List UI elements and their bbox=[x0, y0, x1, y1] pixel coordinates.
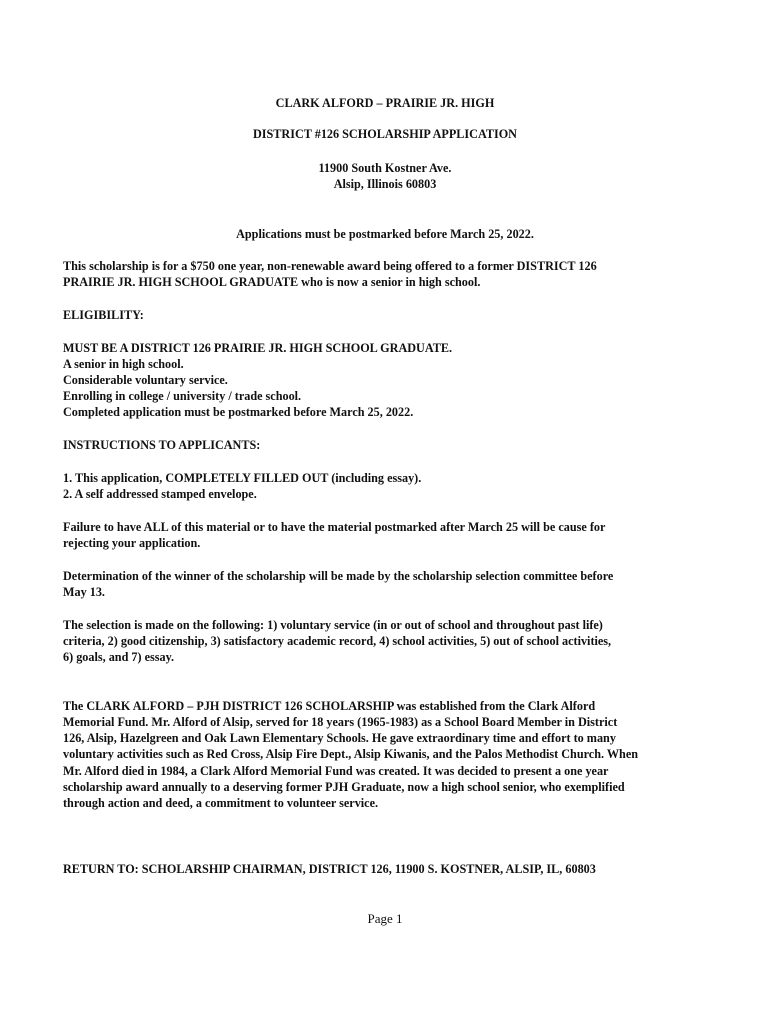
history-line: voluntary activities such as Red Cross, Alsip Fire Dept., Alsip Kiwanis, and the Palos Methodist Church. When bbox=[63, 747, 639, 761]
history-line: Memorial Fund. Mr. Alford of Alsip, served for 18 years (1965-1983) as a School Board Member in District bbox=[63, 715, 618, 729]
return-to-address: RETURN TO: SCHOLARSHIP CHAIRMAN, DISTRICT 126, 11900 S. KOSTNER, ALSIP, IL, 60803 bbox=[63, 862, 596, 876]
address-line-1: 11900 South Kostner Ave. bbox=[318, 161, 452, 175]
failure-notice-line: Failure to have ALL of this material or to have the material postmarked after March 25 will be cause for bbox=[63, 520, 606, 534]
history-line: Mr. Alford died in 1984, a Clark Alford Memorial Fund was created. It was decided to present a one year bbox=[63, 764, 609, 778]
eligibility-item: Considerable voluntary service. bbox=[63, 373, 228, 387]
intro-line: PRAIRIE JR. HIGH SCHOOL GRADUATE who is now a senior in high school. bbox=[63, 275, 481, 289]
program-title: DISTRICT #126 SCHOLARSHIP APPLICATION bbox=[252, 127, 517, 141]
eligibility-heading: ELIGIBILITY: bbox=[63, 308, 144, 322]
school-title: CLARK ALFORD – PRAIRIE JR. HIGH bbox=[275, 96, 495, 110]
eligibility-item: Enrolling in college / university / trade school. bbox=[63, 389, 302, 403]
deadline-notice: Applications must be postmarked before March 25, 2022. bbox=[236, 227, 534, 241]
history-line: 126, Alsip, Hazelgreen and Oak Lawn Elementary Schools. He gave extraordinary time and effort to many bbox=[63, 731, 616, 745]
history-line: scholarship award annually to a deserving former PJH Graduate, now a high school senior, who exemplified bbox=[63, 780, 625, 794]
eligibility-item: MUST BE A DISTRICT 126 PRAIRIE JR. HIGH SCHOOL GRADUATE. bbox=[63, 341, 453, 355]
determination-line: May 13. bbox=[63, 585, 105, 599]
instructions-heading: INSTRUCTIONS TO APPLICANTS: bbox=[63, 438, 261, 452]
eligibility-item: Completed application must be postmarked before March 25, 2022. bbox=[63, 405, 414, 419]
instruction-item: 1. This application, COMPLETELY FILLED OUT (including essay). bbox=[63, 471, 422, 485]
page-number: Page 1 bbox=[367, 911, 403, 926]
selection-line: criteria, 2) good citizenship, 3) satisfactory academic record, 4) school activities, 5) out of school activities, bbox=[63, 634, 612, 648]
address-line-2: Alsip, Illinois 60803 bbox=[333, 177, 437, 191]
determination-line: Determination of the winner of the scholarship will be made by the scholarship selection committee before bbox=[63, 569, 614, 583]
selection-line: 6) goals, and 7) essay. bbox=[63, 650, 175, 664]
history-line: through action and deed, a commitment to volunteer service. bbox=[63, 796, 379, 810]
eligibility-item: A senior in high school. bbox=[63, 357, 184, 371]
instruction-item: 2. A self addressed stamped envelope. bbox=[63, 487, 257, 501]
selection-line: The selection is made on the following: 1) voluntary service (in or out of school and throughout past life) bbox=[63, 618, 603, 632]
failure-notice-line: rejecting your application. bbox=[63, 536, 201, 550]
history-line: The CLARK ALFORD – PJH DISTRICT 126 SCHOLARSHIP was established from the Clark Alford bbox=[63, 699, 596, 713]
intro-line: This scholarship is for a $750 one year, non-renewable award being offered to a former DISTRICT 126 bbox=[63, 259, 597, 273]
